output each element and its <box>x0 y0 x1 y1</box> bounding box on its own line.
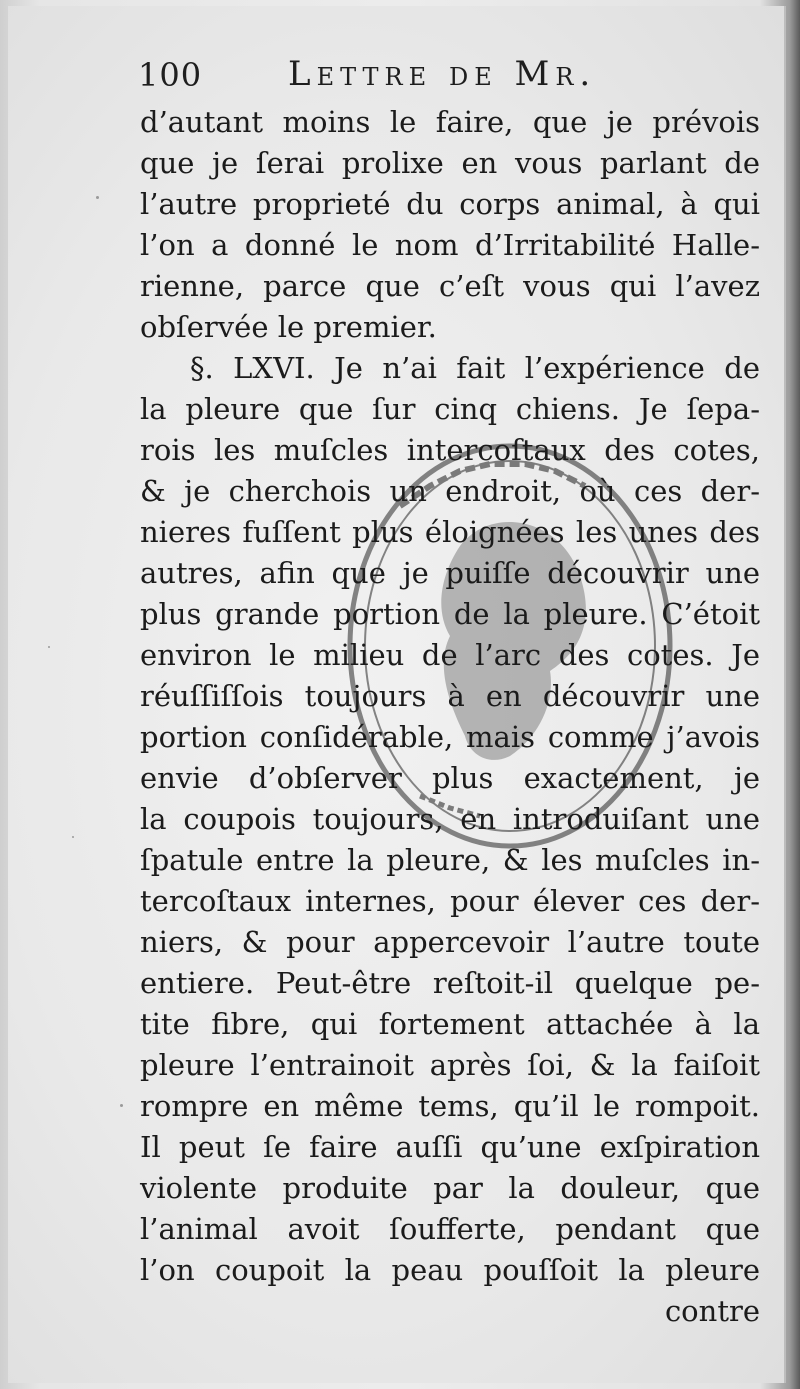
text-line: l’on a donné le nom d’Irritabilité Halle- <box>140 228 760 262</box>
text-line: tite fibre, qui fortement attachée à la <box>140 1007 760 1041</box>
page-number: 100 <box>138 56 203 94</box>
running-header <box>138 52 758 96</box>
text-line: envie d’obſerver plus exactement, je <box>140 761 760 795</box>
text-line: tercoſtaux internes, pour élever ces der- <box>140 884 760 918</box>
text-line: réuſſiſſois toujours à en découvrir une <box>140 679 760 713</box>
text-line: autres, afin que je puiſſe découvrir une <box>140 556 760 590</box>
running-title: Lettre de Mr. <box>288 54 597 94</box>
text-line: ſpatule entre la pleure, & les muſcles in- <box>140 843 760 877</box>
catchword: contre <box>664 1294 760 1328</box>
text-line: l’animal avoit ſoufferte, pendant que <box>140 1212 760 1246</box>
text-line: niers, & pour appercevoir l’autre toute <box>140 925 760 959</box>
text-line: nieres fuſſent plus éloignées les unes des <box>140 515 760 549</box>
text-line: obſervée le premier. <box>140 310 437 344</box>
section-opening-line: §. LXVI. Je n’ai fait l’expérience de <box>190 351 760 385</box>
text-line: pleure l’entrainoit après ſoi, & la faiſoit <box>140 1048 760 1082</box>
text-line: l’autre proprieté du corps animal, à qui <box>140 187 760 221</box>
text-line: environ le milieu de l’arc des cotes. Je <box>140 638 760 672</box>
text-line: & je cherchois un endroit, où ces der- <box>140 474 760 508</box>
text-line: que je ſerai prolixe en vous parlant de <box>140 146 760 180</box>
text-line: rois les muſcles intercoſtaux des cotes, <box>140 433 760 467</box>
text-line: la pleure que ſur cinq chiens. Je ſepa- <box>140 392 760 426</box>
text-line: violente produite par la douleur, que <box>140 1171 760 1205</box>
text-line: Il peut ſe faire auſſi qu’une exſpiration <box>140 1130 760 1164</box>
text-line: portion conſidérable, mais comme j’avois <box>140 720 760 754</box>
text-line: d’autant moins le faire, que je prévois <box>140 105 760 139</box>
text-line: entiere. Peut-être reſtoit-il quelque pe- <box>140 966 760 1000</box>
text-line: l’on coupoit la peau pouſſoit la pleure <box>140 1253 760 1287</box>
text-line: rienne, parce que c’eſt vous qui l’avez <box>140 269 760 303</box>
book-page <box>8 6 786 1383</box>
text-line: rompre en même tems, qu’il le rompoit. <box>140 1089 760 1123</box>
text-line: la coupois toujours, en introduiſant une <box>140 802 760 836</box>
text-line: plus grande portion de la pleure. C’étoit <box>140 597 760 631</box>
body-text <box>140 102 760 1332</box>
